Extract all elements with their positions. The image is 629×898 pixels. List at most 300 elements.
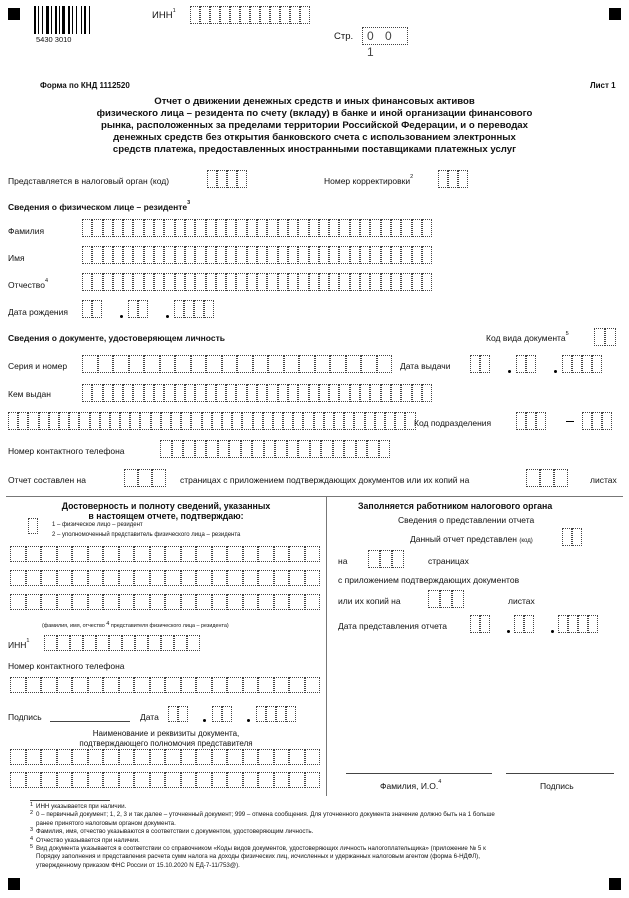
input-cell[interactable]: [165, 570, 181, 586]
input-cell[interactable]: [554, 469, 568, 487]
sign-year-field[interactable]: [256, 706, 296, 722]
input-cell[interactable]: [82, 384, 92, 402]
input-cell[interactable]: [368, 550, 380, 568]
input-cell[interactable]: [210, 6, 220, 24]
input-cell[interactable]: [412, 246, 422, 264]
input-cell[interactable]: [385, 412, 395, 430]
input-cell[interactable]: [252, 440, 264, 458]
input-cell[interactable]: [164, 384, 174, 402]
input-cell[interactable]: [274, 749, 290, 765]
input-cell[interactable]: [298, 384, 308, 402]
input-cell[interactable]: [195, 219, 205, 237]
input-cell[interactable]: [370, 384, 380, 402]
input-cell[interactable]: [360, 384, 370, 402]
input-cell[interactable]: [196, 677, 212, 693]
input-cell[interactable]: [88, 677, 104, 693]
input-cell[interactable]: [329, 219, 339, 237]
input-cell[interactable]: [124, 469, 138, 487]
input-cell[interactable]: [92, 300, 102, 318]
input-cell[interactable]: [140, 412, 150, 430]
input-cell[interactable]: [257, 273, 267, 291]
input-cell[interactable]: [212, 706, 222, 722]
input-cell[interactable]: [330, 355, 346, 373]
input-cell[interactable]: [187, 635, 200, 651]
input-cell[interactable]: [605, 328, 616, 346]
phone-field[interactable]: [160, 440, 390, 458]
input-cell[interactable]: [195, 440, 207, 458]
input-cell[interactable]: [171, 412, 181, 430]
input-cell[interactable]: [298, 440, 310, 458]
input-cell[interactable]: [412, 273, 422, 291]
input-cell[interactable]: [287, 440, 299, 458]
issue-year-field[interactable]: [562, 355, 602, 373]
input-cell[interactable]: [240, 6, 250, 24]
input-cell[interactable]: [109, 635, 122, 651]
division-field[interactable]: [516, 412, 546, 430]
input-cell[interactable]: [288, 219, 298, 237]
input-cell[interactable]: [134, 749, 150, 765]
input-cell[interactable]: [242, 412, 252, 430]
input-cell[interactable]: [227, 570, 243, 586]
input-cell[interactable]: [319, 246, 329, 264]
input-cell[interactable]: [103, 594, 119, 610]
input-cell[interactable]: [88, 546, 104, 562]
name-field[interactable]: [82, 246, 432, 264]
input-cell[interactable]: [288, 384, 298, 402]
input-cell[interactable]: [134, 677, 150, 693]
input-cell[interactable]: [103, 749, 119, 765]
input-cell[interactable]: [28, 518, 38, 534]
input-cell[interactable]: [264, 440, 276, 458]
input-cell[interactable]: [278, 273, 288, 291]
input-cell[interactable]: [236, 273, 246, 291]
input-cell[interactable]: [247, 246, 257, 264]
input-cell[interactable]: [305, 546, 321, 562]
input-cell[interactable]: [305, 570, 321, 586]
input-cell[interactable]: [196, 594, 212, 610]
input-cell[interactable]: [310, 440, 322, 458]
input-cell[interactable]: [26, 594, 42, 610]
input-cell[interactable]: [134, 594, 150, 610]
input-cell[interactable]: [69, 412, 79, 430]
input-cell[interactable]: [164, 273, 174, 291]
input-cell[interactable]: [350, 273, 360, 291]
input-cell[interactable]: [82, 300, 92, 318]
input-cell[interactable]: [370, 219, 380, 237]
input-cell[interactable]: [10, 570, 26, 586]
input-cell[interactable]: [119, 546, 135, 562]
input-cell[interactable]: [258, 594, 274, 610]
input-cell[interactable]: [241, 440, 253, 458]
patronymic-field[interactable]: [82, 273, 432, 291]
input-cell[interactable]: [134, 570, 150, 586]
input-cell[interactable]: [212, 412, 222, 430]
input-cell[interactable]: [103, 677, 119, 693]
input-cell[interactable]: [247, 219, 257, 237]
input-cell[interactable]: [253, 412, 263, 430]
input-cell[interactable]: [10, 749, 26, 765]
input-cell[interactable]: [438, 170, 448, 188]
input-cell[interactable]: [150, 594, 166, 610]
input-cell[interactable]: [103, 219, 113, 237]
input-cell[interactable]: [247, 273, 257, 291]
representative-name-field[interactable]: [10, 546, 320, 562]
input-cell[interactable]: [90, 412, 100, 430]
input-cell[interactable]: [367, 440, 379, 458]
input-cell[interactable]: [356, 440, 368, 458]
input-cell[interactable]: [212, 772, 228, 788]
input-cell[interactable]: [319, 273, 329, 291]
issued-by-field[interactable]: [82, 384, 432, 402]
input-cell[interactable]: [57, 677, 73, 693]
input-cell[interactable]: [150, 546, 166, 562]
input-cell[interactable]: [185, 273, 195, 291]
input-cell[interactable]: [133, 273, 143, 291]
input-cell[interactable]: [375, 412, 385, 430]
input-cell[interactable]: [274, 570, 290, 586]
input-cell[interactable]: [263, 412, 273, 430]
officer-signature-line[interactable]: [506, 773, 614, 774]
input-cell[interactable]: [10, 772, 26, 788]
input-cell[interactable]: [299, 355, 315, 373]
input-cell[interactable]: [516, 412, 526, 430]
input-cell[interactable]: [185, 384, 195, 402]
report-pages-field[interactable]: [368, 550, 404, 568]
input-cell[interactable]: [350, 246, 360, 264]
input-cell[interactable]: [333, 440, 345, 458]
input-cell[interactable]: [92, 273, 102, 291]
input-cell[interactable]: [28, 412, 38, 430]
input-cell[interactable]: [401, 273, 411, 291]
input-cell[interactable]: [110, 412, 120, 430]
input-cell[interactable]: [181, 570, 197, 586]
input-cell[interactable]: [268, 355, 284, 373]
representative-name-field-3[interactable]: [10, 594, 320, 610]
input-cell[interactable]: [232, 412, 242, 430]
input-cell[interactable]: [133, 246, 143, 264]
input-cell[interactable]: [258, 772, 274, 788]
input-cell[interactable]: [72, 677, 88, 693]
input-cell[interactable]: [315, 355, 331, 373]
input-cell[interactable]: [365, 412, 375, 430]
input-cell[interactable]: [216, 219, 226, 237]
input-cell[interactable]: [360, 246, 370, 264]
input-cell[interactable]: [422, 246, 432, 264]
input-cell[interactable]: [276, 706, 286, 722]
input-cell[interactable]: [82, 355, 98, 373]
input-cell[interactable]: [82, 219, 92, 237]
input-cell[interactable]: [319, 219, 329, 237]
input-cell[interactable]: [57, 546, 73, 562]
input-cell[interactable]: [588, 615, 598, 633]
input-cell[interactable]: [243, 570, 259, 586]
input-cell[interactable]: [72, 546, 88, 562]
input-cell[interactable]: [195, 273, 205, 291]
input-cell[interactable]: [175, 219, 185, 237]
input-cell[interactable]: [258, 570, 274, 586]
input-cell[interactable]: [49, 412, 59, 430]
input-cell[interactable]: [206, 273, 216, 291]
representative-name-field-2[interactable]: [10, 570, 320, 586]
input-cell[interactable]: [123, 273, 133, 291]
input-cell[interactable]: [26, 677, 42, 693]
birth-month-field[interactable]: [128, 300, 148, 318]
input-cell[interactable]: [222, 412, 232, 430]
input-cell[interactable]: [150, 677, 166, 693]
input-cell[interactable]: [10, 677, 26, 693]
input-cell[interactable]: [458, 170, 468, 188]
input-cell[interactable]: [103, 384, 113, 402]
input-cell[interactable]: [134, 546, 150, 562]
input-cell[interactable]: [181, 749, 197, 765]
input-cell[interactable]: [300, 6, 310, 24]
input-cell[interactable]: [165, 546, 181, 562]
input-cell[interactable]: [154, 219, 164, 237]
input-cell[interactable]: [286, 706, 296, 722]
input-cell[interactable]: [57, 772, 73, 788]
input-cell[interactable]: [206, 219, 216, 237]
input-cell[interactable]: [226, 273, 236, 291]
input-cell[interactable]: [44, 635, 57, 651]
input-cell[interactable]: [144, 219, 154, 237]
input-cell[interactable]: [370, 246, 380, 264]
input-cell[interactable]: [412, 384, 422, 402]
input-cell[interactable]: [448, 170, 458, 188]
input-cell[interactable]: [175, 355, 191, 373]
input-cell[interactable]: [185, 219, 195, 237]
input-cell[interactable]: [26, 570, 42, 586]
input-cell[interactable]: [253, 355, 269, 373]
input-cell[interactable]: [144, 384, 154, 402]
authority-doc-field-2[interactable]: [10, 772, 320, 788]
input-cell[interactable]: [354, 412, 364, 430]
input-cell[interactable]: [174, 300, 184, 318]
input-cell[interactable]: [92, 219, 102, 237]
input-cell[interactable]: [324, 412, 334, 430]
input-cell[interactable]: [113, 384, 123, 402]
input-cell[interactable]: [123, 219, 133, 237]
input-cell[interactable]: [41, 594, 57, 610]
input-cell[interactable]: [191, 412, 201, 430]
input-cell[interactable]: [165, 772, 181, 788]
input-cell[interactable]: [82, 273, 92, 291]
input-cell[interactable]: [273, 412, 283, 430]
input-cell[interactable]: [360, 273, 370, 291]
input-cell[interactable]: [267, 273, 277, 291]
issued-by-field-2[interactable]: [8, 412, 416, 430]
input-cell[interactable]: [243, 594, 259, 610]
input-cell[interactable]: [160, 440, 172, 458]
input-cell[interactable]: [165, 749, 181, 765]
input-cell[interactable]: [412, 219, 422, 237]
submitted-code-field[interactable]: [562, 528, 582, 546]
input-cell[interactable]: [57, 635, 70, 651]
input-cell[interactable]: [360, 219, 370, 237]
input-cell[interactable]: [216, 246, 226, 264]
input-cell[interactable]: [391, 219, 401, 237]
input-cell[interactable]: [274, 546, 290, 562]
input-cell[interactable]: [98, 355, 114, 373]
input-cell[interactable]: [200, 6, 210, 24]
input-cell[interactable]: [289, 546, 305, 562]
input-cell[interactable]: [288, 273, 298, 291]
input-cell[interactable]: [181, 412, 191, 430]
input-cell[interactable]: [319, 384, 329, 402]
input-cell[interactable]: [133, 219, 143, 237]
input-cell[interactable]: [216, 273, 226, 291]
input-cell[interactable]: [339, 273, 349, 291]
input-cell[interactable]: [72, 772, 88, 788]
input-cell[interactable]: [236, 384, 246, 402]
input-cell[interactable]: [183, 440, 195, 458]
input-cell[interactable]: [164, 246, 174, 264]
division-field-2[interactable]: [582, 412, 612, 430]
input-cell[interactable]: [168, 706, 178, 722]
input-cell[interactable]: [130, 412, 140, 430]
input-cell[interactable]: [290, 6, 300, 24]
input-cell[interactable]: [184, 300, 194, 318]
input-cell[interactable]: [572, 355, 582, 373]
input-cell[interactable]: [350, 384, 360, 402]
input-cell[interactable]: [128, 300, 138, 318]
input-cell[interactable]: [191, 355, 207, 373]
input-cell[interactable]: [594, 328, 605, 346]
input-cell[interactable]: [422, 384, 432, 402]
input-cell[interactable]: [123, 384, 133, 402]
input-cell[interactable]: [181, 772, 197, 788]
input-cell[interactable]: [314, 412, 324, 430]
input-cell[interactable]: [236, 219, 246, 237]
input-cell[interactable]: [144, 273, 154, 291]
input-cell[interactable]: [88, 570, 104, 586]
input-cell[interactable]: [113, 355, 129, 373]
input-cell[interactable]: [258, 677, 274, 693]
input-cell[interactable]: [540, 469, 554, 487]
input-cell[interactable]: [119, 772, 135, 788]
input-cell[interactable]: [227, 594, 243, 610]
input-cell[interactable]: [212, 546, 228, 562]
input-cell[interactable]: [220, 6, 230, 24]
input-cell[interactable]: [227, 749, 243, 765]
input-cell[interactable]: [103, 570, 119, 586]
input-cell[interactable]: [119, 749, 135, 765]
input-cell[interactable]: [154, 384, 164, 402]
input-cell[interactable]: [57, 570, 73, 586]
input-cell[interactable]: [103, 273, 113, 291]
input-cell[interactable]: [72, 570, 88, 586]
input-cell[interactable]: [275, 440, 287, 458]
input-cell[interactable]: [148, 635, 161, 651]
sign-month-field[interactable]: [212, 706, 232, 722]
input-cell[interactable]: [309, 384, 319, 402]
input-cell[interactable]: [39, 412, 49, 430]
input-cell[interactable]: [339, 246, 349, 264]
input-cell[interactable]: [243, 546, 259, 562]
input-cell[interactable]: [190, 6, 200, 24]
input-cell[interactable]: [391, 246, 401, 264]
input-cell[interactable]: [582, 355, 592, 373]
input-cell[interactable]: [8, 412, 18, 430]
signature-line[interactable]: [50, 721, 130, 722]
birth-day-field[interactable]: [82, 300, 102, 318]
report-sheets-field[interactable]: [428, 590, 464, 608]
input-cell[interactable]: [516, 355, 526, 373]
input-cell[interactable]: [284, 355, 300, 373]
input-cell[interactable]: [346, 355, 362, 373]
input-cell[interactable]: [526, 469, 540, 487]
input-cell[interactable]: [164, 219, 174, 237]
input-cell[interactable]: [181, 594, 197, 610]
input-cell[interactable]: [309, 246, 319, 264]
input-cell[interactable]: [212, 594, 228, 610]
input-cell[interactable]: [134, 772, 150, 788]
input-cell[interactable]: [250, 6, 260, 24]
officer-name-line[interactable]: [346, 773, 492, 774]
input-cell[interactable]: [526, 412, 536, 430]
input-cell[interactable]: [401, 384, 411, 402]
input-cell[interactable]: [377, 355, 393, 373]
input-cell[interactable]: [113, 219, 123, 237]
input-cell[interactable]: [218, 440, 230, 458]
input-cell[interactable]: [227, 546, 243, 562]
input-cell[interactable]: [88, 749, 104, 765]
input-cell[interactable]: [289, 677, 305, 693]
input-cell[interactable]: [334, 412, 344, 430]
input-cell[interactable]: [151, 412, 161, 430]
input-cell[interactable]: [181, 546, 197, 562]
input-cell[interactable]: [133, 384, 143, 402]
input-cell[interactable]: [440, 590, 452, 608]
input-cell[interactable]: [175, 384, 185, 402]
tax-office-field[interactable]: [207, 170, 247, 188]
input-cell[interactable]: [83, 635, 96, 651]
input-cell[interactable]: [380, 550, 392, 568]
input-cell[interactable]: [57, 594, 73, 610]
input-cell[interactable]: [524, 615, 534, 633]
input-cell[interactable]: [305, 772, 321, 788]
input-cell[interactable]: [274, 772, 290, 788]
input-cell[interactable]: [100, 412, 110, 430]
input-cell[interactable]: [361, 355, 377, 373]
input-cell[interactable]: [562, 528, 572, 546]
input-cell[interactable]: [222, 706, 232, 722]
input-cell[interactable]: [428, 590, 440, 608]
input-cell[interactable]: [558, 615, 568, 633]
input-cell[interactable]: [185, 246, 195, 264]
input-cell[interactable]: [602, 412, 612, 430]
input-cell[interactable]: [480, 615, 490, 633]
input-cell[interactable]: [207, 170, 217, 188]
input-cell[interactable]: [226, 246, 236, 264]
input-cell[interactable]: [514, 615, 524, 633]
input-cell[interactable]: [204, 300, 214, 318]
input-cell[interactable]: [289, 570, 305, 586]
input-cell[interactable]: [298, 246, 308, 264]
input-cell[interactable]: [227, 772, 243, 788]
input-cell[interactable]: [258, 749, 274, 765]
input-cell[interactable]: [289, 594, 305, 610]
input-cell[interactable]: [237, 355, 253, 373]
input-cell[interactable]: [536, 412, 546, 430]
input-cell[interactable]: [41, 772, 57, 788]
input-cell[interactable]: [344, 440, 356, 458]
input-cell[interactable]: [339, 384, 349, 402]
input-cell[interactable]: [103, 546, 119, 562]
input-cell[interactable]: [470, 615, 480, 633]
input-cell[interactable]: [70, 635, 83, 651]
input-cell[interactable]: [226, 384, 236, 402]
input-cell[interactable]: [152, 469, 166, 487]
